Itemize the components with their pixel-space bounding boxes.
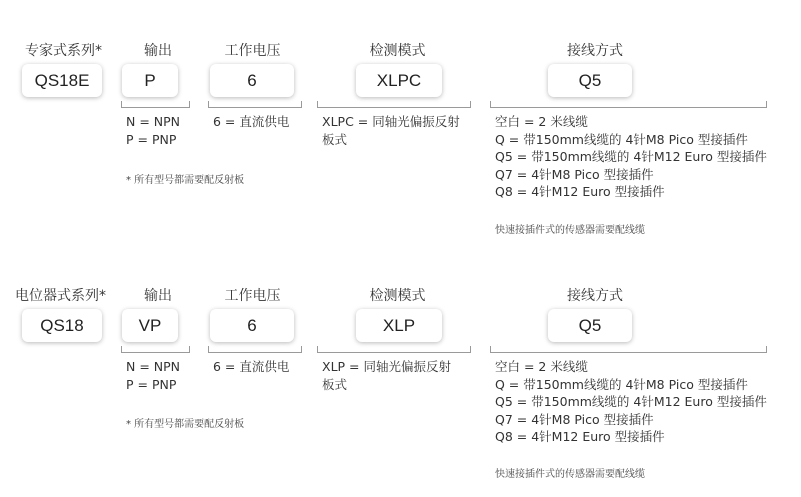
header-detection-mode: 检测模式 bbox=[369, 288, 426, 304]
voltage-options bbox=[213, 358, 289, 376]
connection-code-box: Q5 bbox=[548, 64, 632, 97]
mode-bracket bbox=[317, 101, 471, 108]
header-output: 输出 bbox=[144, 43, 172, 59]
series-label: 专家式系列* bbox=[25, 43, 102, 59]
voltage-code-box: 6 bbox=[210, 309, 294, 342]
mode-option: XLP = 同轴光偏振反射 bbox=[322, 359, 451, 374]
connection-options bbox=[495, 113, 767, 201]
output-option: P = PNP bbox=[126, 131, 177, 147]
connection-option: Q = 带150mm线缆的 4针M8 Pico 型接插件 bbox=[495, 131, 748, 147]
output-bracket bbox=[121, 101, 190, 108]
model-code-box: QS18E bbox=[22, 64, 102, 97]
voltage-option: 6 = 直流供电 bbox=[213, 114, 290, 129]
connection-option: Q = 带150mm线缆的 4针M8 Pico 型接插件 bbox=[495, 376, 748, 392]
series-label: 电位器式系列* bbox=[15, 288, 106, 304]
connection-option: Q5 = 带150mm线缆的 4针M12 Euro 型接插件 bbox=[495, 394, 767, 409]
output-bracket bbox=[121, 346, 190, 353]
mode-code-box: XLP bbox=[356, 309, 442, 342]
voltage-options bbox=[213, 113, 289, 131]
output-options bbox=[126, 358, 180, 393]
cable-note: 快速接插件式的传感器需要配线缆 bbox=[495, 469, 645, 480]
mode-code-box: XLPC bbox=[356, 64, 442, 97]
output-code-box: VP bbox=[122, 309, 178, 342]
connection-options bbox=[495, 358, 767, 446]
connection-option: Q7 = 4针M8 Pico 型接插件 bbox=[495, 411, 654, 427]
voltage-bracket bbox=[208, 101, 302, 108]
connection-bracket bbox=[490, 101, 767, 108]
connection-option: 空白 = 2 米线缆 bbox=[495, 114, 588, 129]
header-connection: 接线方式 bbox=[567, 43, 623, 59]
voltage-code-box: 6 bbox=[210, 64, 294, 97]
cable-note: 快速接插件式的传感器需要配线缆 bbox=[495, 225, 645, 236]
connection-bracket bbox=[490, 346, 767, 353]
mode-options bbox=[322, 358, 451, 393]
voltage-bracket bbox=[208, 346, 302, 353]
connection-option: Q5 = 带150mm线缆的 4针M12 Euro 型接插件 bbox=[495, 149, 767, 164]
connection-option: 空白 = 2 米线缆 bbox=[495, 359, 588, 374]
output-option: N = NPN bbox=[126, 359, 181, 374]
output-options bbox=[126, 113, 180, 148]
mode-bracket bbox=[317, 346, 471, 353]
connection-option: Q8 = 4针M12 Euro 型接插件 bbox=[495, 184, 665, 199]
mode-option-cont: 板式 bbox=[322, 376, 348, 392]
model-code-box: QS18 bbox=[22, 309, 102, 342]
connection-code-box: Q5 bbox=[548, 309, 632, 342]
output-option: N = NPN bbox=[126, 114, 181, 129]
mode-option: XLPC = 同轴光偏振反射 bbox=[322, 114, 460, 129]
reflector-note: * 所有型号都需要配反射板 bbox=[126, 419, 245, 430]
header-output: 输出 bbox=[144, 288, 172, 304]
connection-option: Q8 = 4针M12 Euro 型接插件 bbox=[495, 429, 665, 444]
header-voltage: 工作电压 bbox=[224, 288, 281, 304]
output-code-box: P bbox=[122, 64, 178, 97]
header-connection: 接线方式 bbox=[567, 288, 623, 304]
mode-options bbox=[322, 113, 460, 148]
mode-option-cont: 板式 bbox=[322, 131, 348, 147]
header-detection-mode: 检测模式 bbox=[369, 43, 426, 59]
header-voltage: 工作电压 bbox=[224, 43, 281, 59]
output-option: P = PNP bbox=[126, 376, 177, 392]
voltage-option: 6 = 直流供电 bbox=[213, 359, 290, 374]
connection-option: Q7 = 4针M8 Pico 型接插件 bbox=[495, 166, 654, 182]
reflector-note: * 所有型号都需要配反射板 bbox=[126, 175, 245, 186]
